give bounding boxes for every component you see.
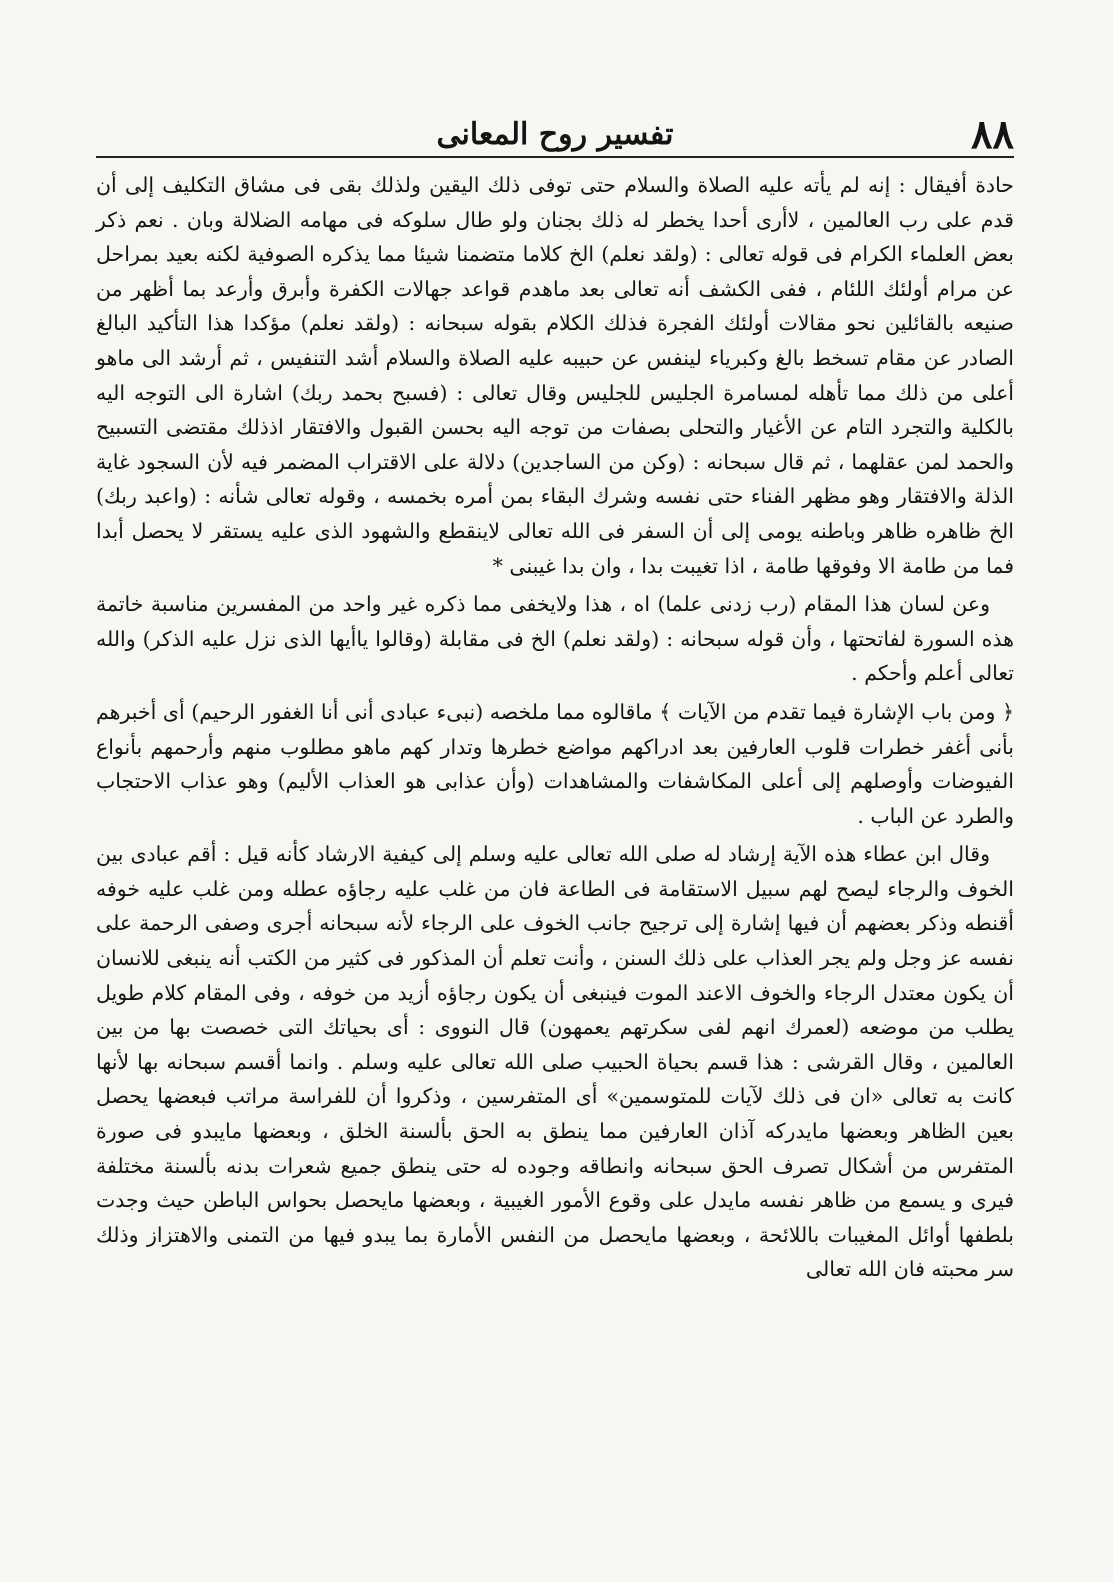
- running-title: تفسير روح المعانى: [436, 117, 674, 152]
- paragraph: ﴿ ومن باب الإشارة فيما تقدم من الآيات ﴾ ماقالوه مما ملخصه (نبىء عبادى أنى أنا الغفور الرحيم) أى أخبرهم بأنى أغفر خطرات قلوب العارفين بعد ادراكهم مواضع خطرها وتدار كهم ماهو مطلوب منهم وأرحمهم بأنواع الفيوضات وأوصلهم إلى أعلى المكاشفات والمشاهدات (وأن عذابى هو العذاب الأليم) وهو عذاب الاحتجاب والطرد عن الباب .: [96, 699, 1014, 828]
- page-header: [96, 110, 1014, 160]
- page-body: [96, 168, 1014, 1287]
- paragraph: حادة أفيقال : إنه لم يأته عليه الصلاة والسلام حتى توفى ذلك اليقين ولذلك بقى فى مشاق التكليف إلى أن قدم على رب العالمين ، لاأرى أحدا يخطر له ذلك بجنان ولو طال سلوكه فى مهامه الضلالة وبان . نعم ذكر بعض العلماء الكرام فى قوله تعالى : (ولقد نعلم) الخ كلاما متضمنا شيئا مما يذكره الصوفية لكنه بعيد بمراحل عن مرام أولئك اللئام ، ففى الكشف أنه تعالى بعد ماهدم قواعد جهالات الكفرة وأبرق وأرعد بما أظهر من صنيعه بالقائلين نحو مقالات أولئك الفجرة فذلك الكلام بقوله سبحانه : (ولقد نعلم) مؤكدا هذا التأكيد البالغ الصادر عن مقام تسخط بالغ وكبرياء لينفس عن حبيبه عليه الصلاة والسلام أشد التنفيس ، ثم أرشد الى ماهو أعلى من ذلك مما تأهله لمسامرة الجليس للجليس وقال تعالى : (فسبح بحمد ربك) اشارة الى التوجه اليه بالكلية والتجرد التام عن الأغيار والتحلى بصفات من توجه اليه بحسن القبول والافتقار اذذلك مقتضى التسبيح والحمد لمن عقلهما ، ثم قال سبحانه : (وكن من الساجدين) دلالة على الاقتراب المضمر فيه لأن السجود غاية الذلة والافتقار وهو مظهر الفناء حتى نفسه وشرك البقاء بمن أمره بخمسه ، وقوله تعالى شأنه : (واعبد ربك) الخ ظاهره ظاهر وباطنه يومى إلى أن السفر فى الله تعالى لاينقطع والشهود الذى عليه يستقر لا يحصل أبدا فما من طامة الا وفوقها طامة ، اذا تغيبت بدا ، وان بدا غيبنى *: [96, 173, 1014, 578]
- paragraph: وعن لسان هذا المقام (رب زدنى علما) اه ، هذا ولايخفى مما ذكره غير واحد من المفسرين مناسبة خاتمة هذه السورة لفاتحتها ، وأن قوله سبحانه : (ولقد نعلم) الخ فى مقابلة (وقالوا ياأيها الذى نزل عليه الذكر) والله تعالى أعلم وأحكم .: [96, 592, 1014, 686]
- page-number: ٨٨: [971, 111, 1014, 158]
- header-rule: [96, 156, 1014, 158]
- paragraph: وقال ابن عطاء هذه الآية إرشاد له صلى الله تعالى عليه وسلم إلى كيفية الارشاد كأنه قيل : أقم عبادى بين الخوف والرجاء ليصح لهم سبيل الاستقامة فى الطاعة فان من غلب عليه رجاؤه عطله ومن غلب عليه خوفه أقنطه وذكر بعضهم أن فيها إشارة إلى ترجيح جانب الخوف على الرجاء لأنه سبحانه أجرى وصفى الرحمة على نفسه عز وجل ولم يجر العذاب على ذلك السنن ، وأنت تعلم أن المذكور فى كثير من الكتب أنه ينبغى للانسان أن يكون معتدل الرجاء والخوف الاعند الموت فينبغى أن يكون رجاؤه أزيد من خوفه ، وفى المقام كلام طويل يطلب من موضعه (لعمرك انهم لفى سكرتهم يعمهون) قال النووى : أى بحياتك التى خصصت بها من بين العالمين ، وقال القرشى : هذا قسم بحياة الحبيب صلى الله تعالى عليه وسلم . وانما أقسم سبحانه بها لأنها كانت به تعالى «ان فى ذلك لآيات للمتوسمين» أى المتفرسين ، وذكروا أن للفراسة مراتب فبعضها يحصل بعين الظاهر وبعضها مايدركه آذان العارفين مما ينطق به الحق بألسنة الخلق ، وبعضها مايبدو فى صورة المتفرس من أشكال تصرف الحق سبحانه وانطاقه وجوده له حتى ينطق جميع شعرات بدنه بألسنة مختلفة فيرى و يسمع من ظاهر نفسه مايدل على وقوع الأمور الغيبية ، وبعضها مايحصل بحواس الباطن حيث وجدت بلطفها أوائل المغيبات باللائحة ، وبعضها مايحصل من النفس الأمارة بما يبدو فيها من التمنى والاهتزاز وذلك سر محبته فان الله تعالى: [96, 842, 1014, 1282]
